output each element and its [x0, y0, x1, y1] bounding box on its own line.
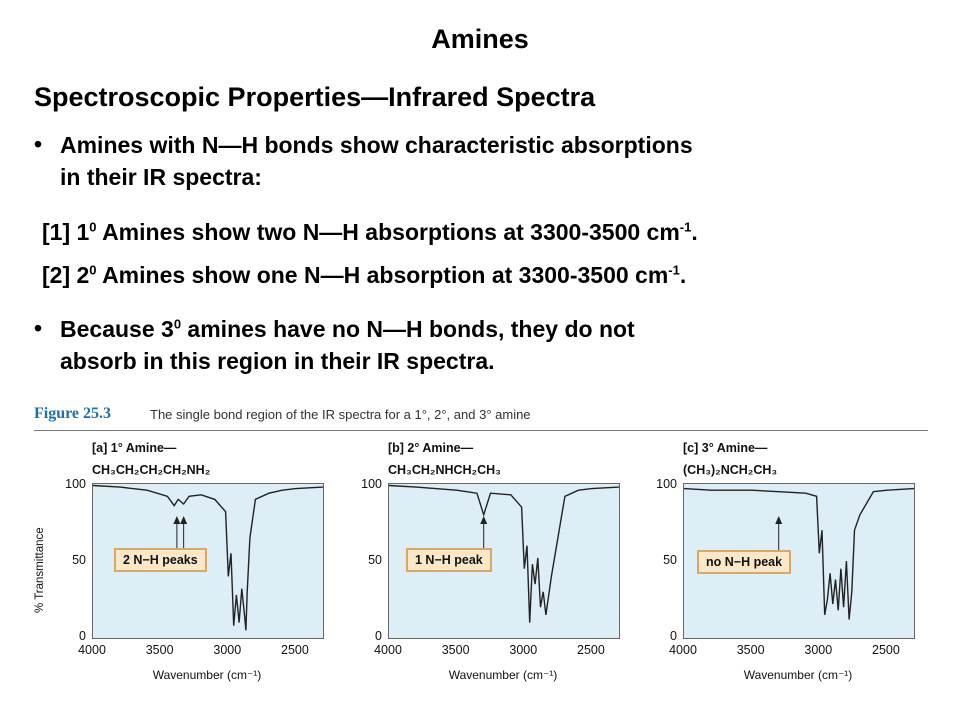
peak-annotation: 2 N−H peaks	[114, 548, 207, 572]
y-tick-label: 100	[361, 477, 382, 491]
panel-formula: CH₃CH₂NHCH₂CH₃	[388, 463, 501, 477]
bullet-dot: •	[34, 131, 43, 157]
bullet1-line1: Amines with N—H bonds show characteristic absorptions	[60, 132, 693, 158]
figure-caption: The single bond region of the IR spectra for a 1°, 2°, and 3° amine	[150, 407, 531, 422]
x-tick-label: 3500	[441, 643, 470, 657]
bullet-dot: •	[34, 315, 43, 341]
y-tick-label: 50	[663, 553, 677, 567]
x-tick-label: 4000	[669, 643, 697, 657]
y-tick-label: 0	[670, 629, 677, 643]
x-tick-label: 2500	[872, 643, 900, 657]
panel-formula: CH₃CH₂CH₂CH₂NH₂	[92, 463, 211, 477]
y-axis-label: % Transmittance	[34, 527, 46, 613]
item-secondary-amines: [2] $2^0$ Amines show one N—H absorption at 3300-3500 $cm^{-1}$.	[42, 262, 687, 288]
figure-label: Figure 25.3	[34, 405, 112, 422]
peak-arrow-head	[173, 516, 180, 524]
bullet1-line2: in their IR spectra:	[60, 164, 262, 190]
y-tick-label: 0	[79, 629, 86, 643]
y-tick-label: 0	[375, 629, 382, 643]
x-tick-label: 3500	[736, 643, 765, 657]
panel-label: [b] 2° Amine—	[388, 441, 474, 455]
x-tick-label: 2500	[577, 643, 605, 657]
x-axis-label: Wavenumber (cm⁻¹)	[743, 668, 853, 682]
y-tick-label: 100	[65, 477, 86, 491]
x-axis-label: Wavenumber (cm⁻¹)	[152, 668, 262, 682]
panel-label: [a] 1° Amine—	[92, 441, 177, 455]
ir-spectrum-panel	[330, 438, 630, 720]
bullet2-line2: absorb in this region in their IR spectra.	[60, 348, 495, 374]
figure-divider	[34, 430, 928, 431]
peak-arrow-head	[180, 516, 187, 524]
x-tick-label: 3000	[509, 643, 538, 657]
x-tick-label: 3000	[213, 643, 242, 657]
y-tick-label: 50	[72, 553, 86, 567]
slide-subtitle: Spectroscopic Properties—Infrared Spectra	[34, 82, 596, 112]
panel-formula: (CH₃)₂NCH₂CH₃	[683, 463, 778, 477]
item-primary-amines: [1] $1^0$ Amines show two N—H absorptions at 3300-3500 $cm^{-1}$.	[42, 219, 698, 245]
x-axis-label: Wavenumber (cm⁻¹)	[448, 668, 558, 682]
panel-label: [c] 3° Amine—	[683, 441, 768, 455]
bullet2-line1: Because $3^0$ amines have no N—H bonds, they do not	[60, 316, 635, 342]
ir-spectrum-panel	[34, 438, 334, 720]
y-tick-label: 100	[656, 477, 677, 491]
peak-arrow-head	[480, 516, 487, 524]
peak-arrow-head	[775, 516, 782, 524]
x-tick-label: 2500	[281, 643, 309, 657]
x-tick-label: 4000	[78, 643, 106, 657]
slide-title: Amines	[431, 24, 529, 54]
ir-spectrum-panel	[625, 438, 925, 720]
peak-annotation: 1 N−H peak	[406, 548, 492, 572]
y-tick-label: 50	[368, 553, 382, 567]
peak-annotation: no N−H peak	[697, 550, 791, 574]
x-tick-label: 4000	[374, 643, 402, 657]
x-tick-label: 3500	[145, 643, 174, 657]
x-tick-label: 3000	[804, 643, 833, 657]
